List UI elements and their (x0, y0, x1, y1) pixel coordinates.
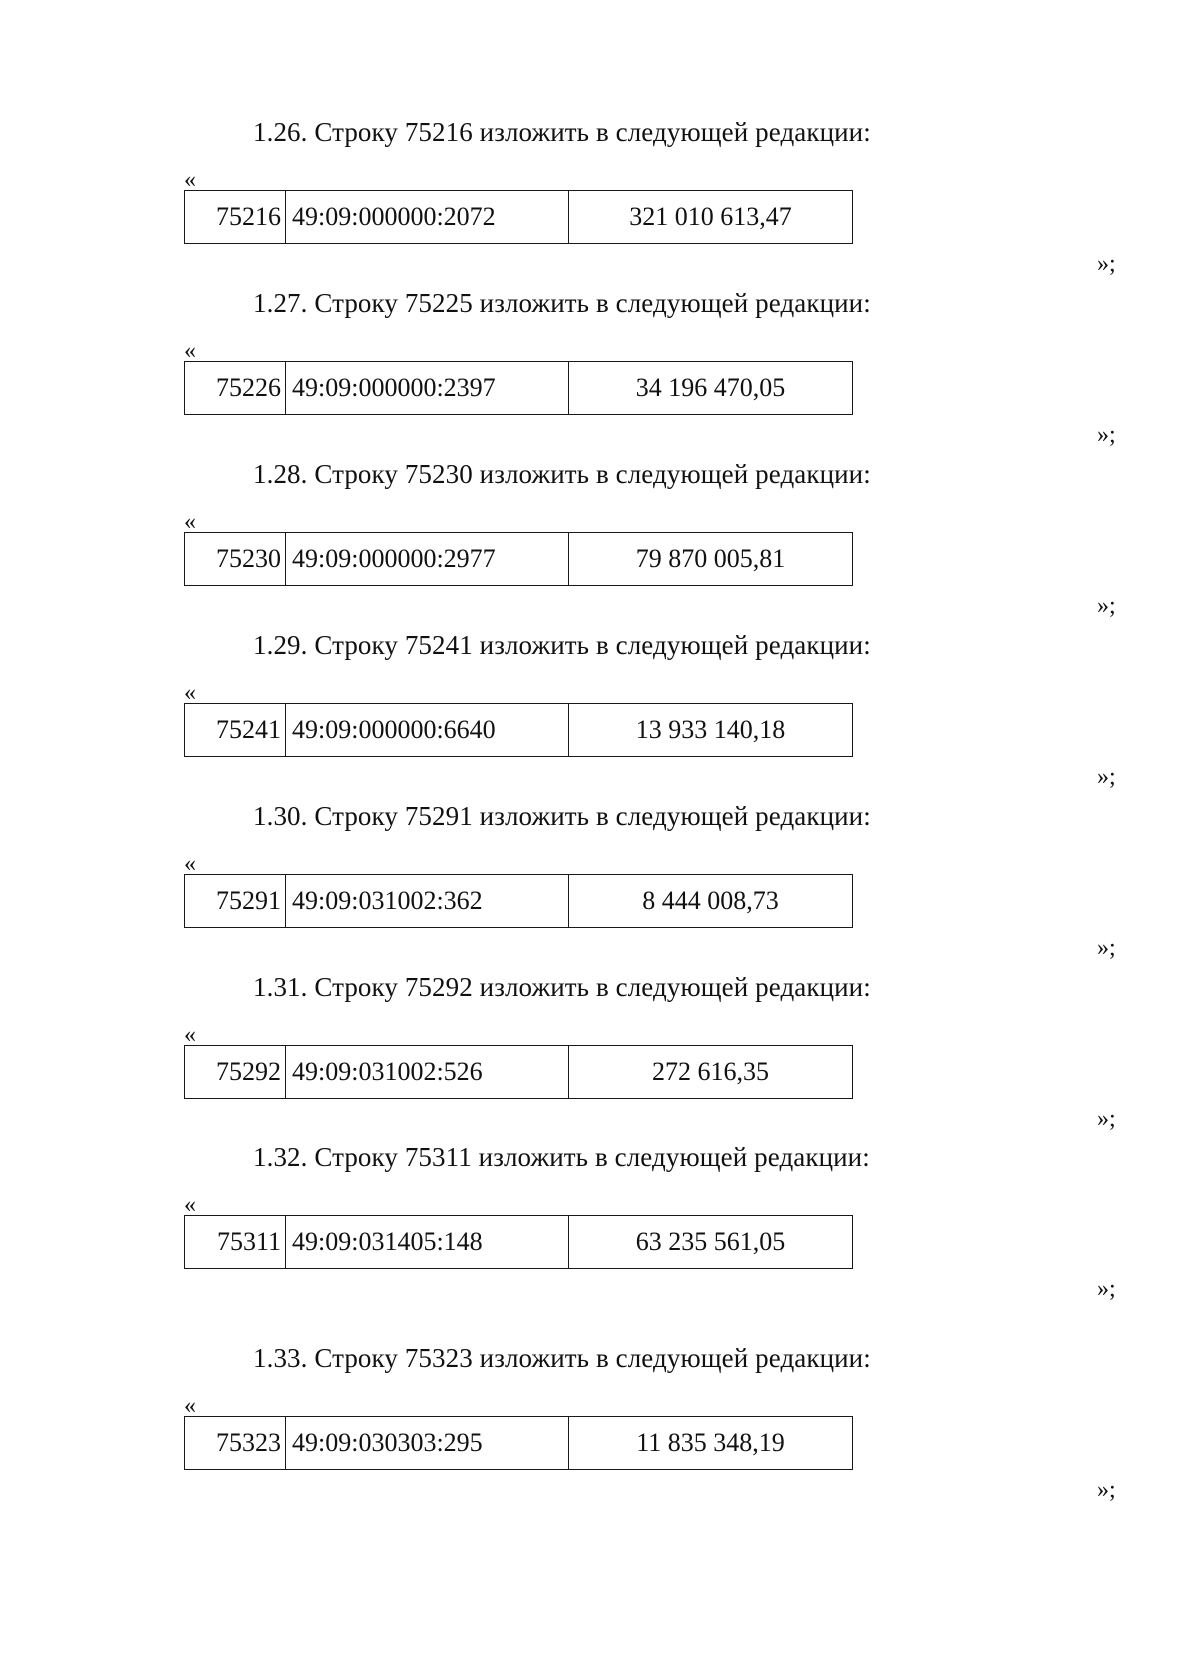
amendment-block (0, 971, 1200, 1141)
cadastral-number-cell: 49:09:031002:362 (286, 875, 569, 927)
opening-quote: « (184, 851, 196, 877)
amendment-block (0, 458, 1200, 628)
opening-quote: « (184, 338, 196, 364)
closing-quote: »; (1097, 764, 1116, 790)
amendment-block (0, 116, 1200, 286)
amendment-heading: 1.30. Строку 75291 изложить в следующей редакции: (253, 801, 871, 831)
closing-quote: »; (1097, 422, 1116, 448)
opening-quote: « (184, 680, 196, 706)
cadastral-number-cell: 49:09:031002:526 (286, 1046, 569, 1098)
amendment-block (0, 800, 1200, 970)
amendment-block (0, 1342, 1200, 1512)
amendment-block (0, 287, 1200, 457)
closing-quote: »; (1097, 251, 1116, 277)
opening-quote: « (184, 1393, 196, 1419)
row-number-cell: 75216 (185, 191, 286, 243)
opening-quote: « (184, 1192, 196, 1218)
value-cell: 34 196 470,05 (635, 373, 786, 402)
row-table (184, 874, 853, 928)
cadastral-number-cell: 49:09:000000:2072 (286, 191, 569, 243)
value-cell: 8 444 008,73 (642, 886, 779, 915)
row-table (184, 703, 853, 757)
amendment-block (0, 629, 1200, 799)
closing-quote: »; (1097, 593, 1116, 619)
row-number-cell: 75230 (185, 533, 286, 585)
amendment-heading: 1.32. Строку 75311 изложить в следующей редакции: (253, 1142, 870, 1172)
cadastral-number-cell: 49:09:030303:295 (286, 1417, 569, 1469)
row-number-cell: 75323 (185, 1417, 286, 1469)
row-table (184, 190, 853, 244)
amendment-heading: 1.26. Строку 75216 изложить в следующей редакции: (253, 117, 871, 147)
amendment-block (0, 1141, 1200, 1311)
closing-quote: »; (1097, 1276, 1116, 1302)
opening-quote: « (184, 509, 196, 535)
value-cell: 13 933 140,18 (635, 715, 786, 744)
value-cell: 79 870 005,81 (635, 544, 786, 573)
cadastral-number-cell: 49:09:000000:6640 (286, 704, 569, 756)
value-cell: 63 235 561,05 (635, 1227, 786, 1256)
row-number-cell: 75291 (185, 875, 286, 927)
closing-quote: »; (1097, 1477, 1116, 1503)
value-cell: 11 835 348,19 (636, 1428, 785, 1457)
closing-quote: »; (1097, 1106, 1116, 1132)
row-table (184, 1416, 853, 1470)
opening-quote: « (184, 1022, 196, 1048)
cadastral-number-cell: 49:09:000000:2397 (286, 362, 569, 414)
row-number-cell: 75311 (185, 1216, 286, 1268)
amendment-heading: 1.33. Строку 75323 изложить в следующей редакции: (253, 1343, 871, 1373)
value-cell: 321 010 613,47 (629, 202, 792, 231)
row-table (184, 532, 853, 586)
amendment-heading: 1.31. Строку 75292 изложить в следующей редакции: (253, 972, 871, 1002)
opening-quote: « (184, 167, 196, 193)
row-number-cell: 75292 (185, 1046, 286, 1098)
row-number-cell: 75226 (185, 362, 286, 414)
cadastral-number-cell: 49:09:000000:2977 (286, 533, 569, 585)
row-table (184, 1215, 853, 1269)
row-table (184, 361, 853, 415)
closing-quote: »; (1097, 935, 1116, 961)
cadastral-number-cell: 49:09:031405:148 (286, 1216, 569, 1268)
row-table (184, 1045, 853, 1099)
value-cell: 272 616,35 (652, 1057, 769, 1086)
amendment-heading: 1.28. Строку 75230 изложить в следующей редакции: (253, 459, 871, 489)
row-number-cell: 75241 (185, 704, 286, 756)
amendment-heading: 1.27. Строку 75225 изложить в следующей редакции: (253, 288, 871, 318)
amendment-heading: 1.29. Строку 75241 изложить в следующей редакции: (253, 630, 871, 660)
